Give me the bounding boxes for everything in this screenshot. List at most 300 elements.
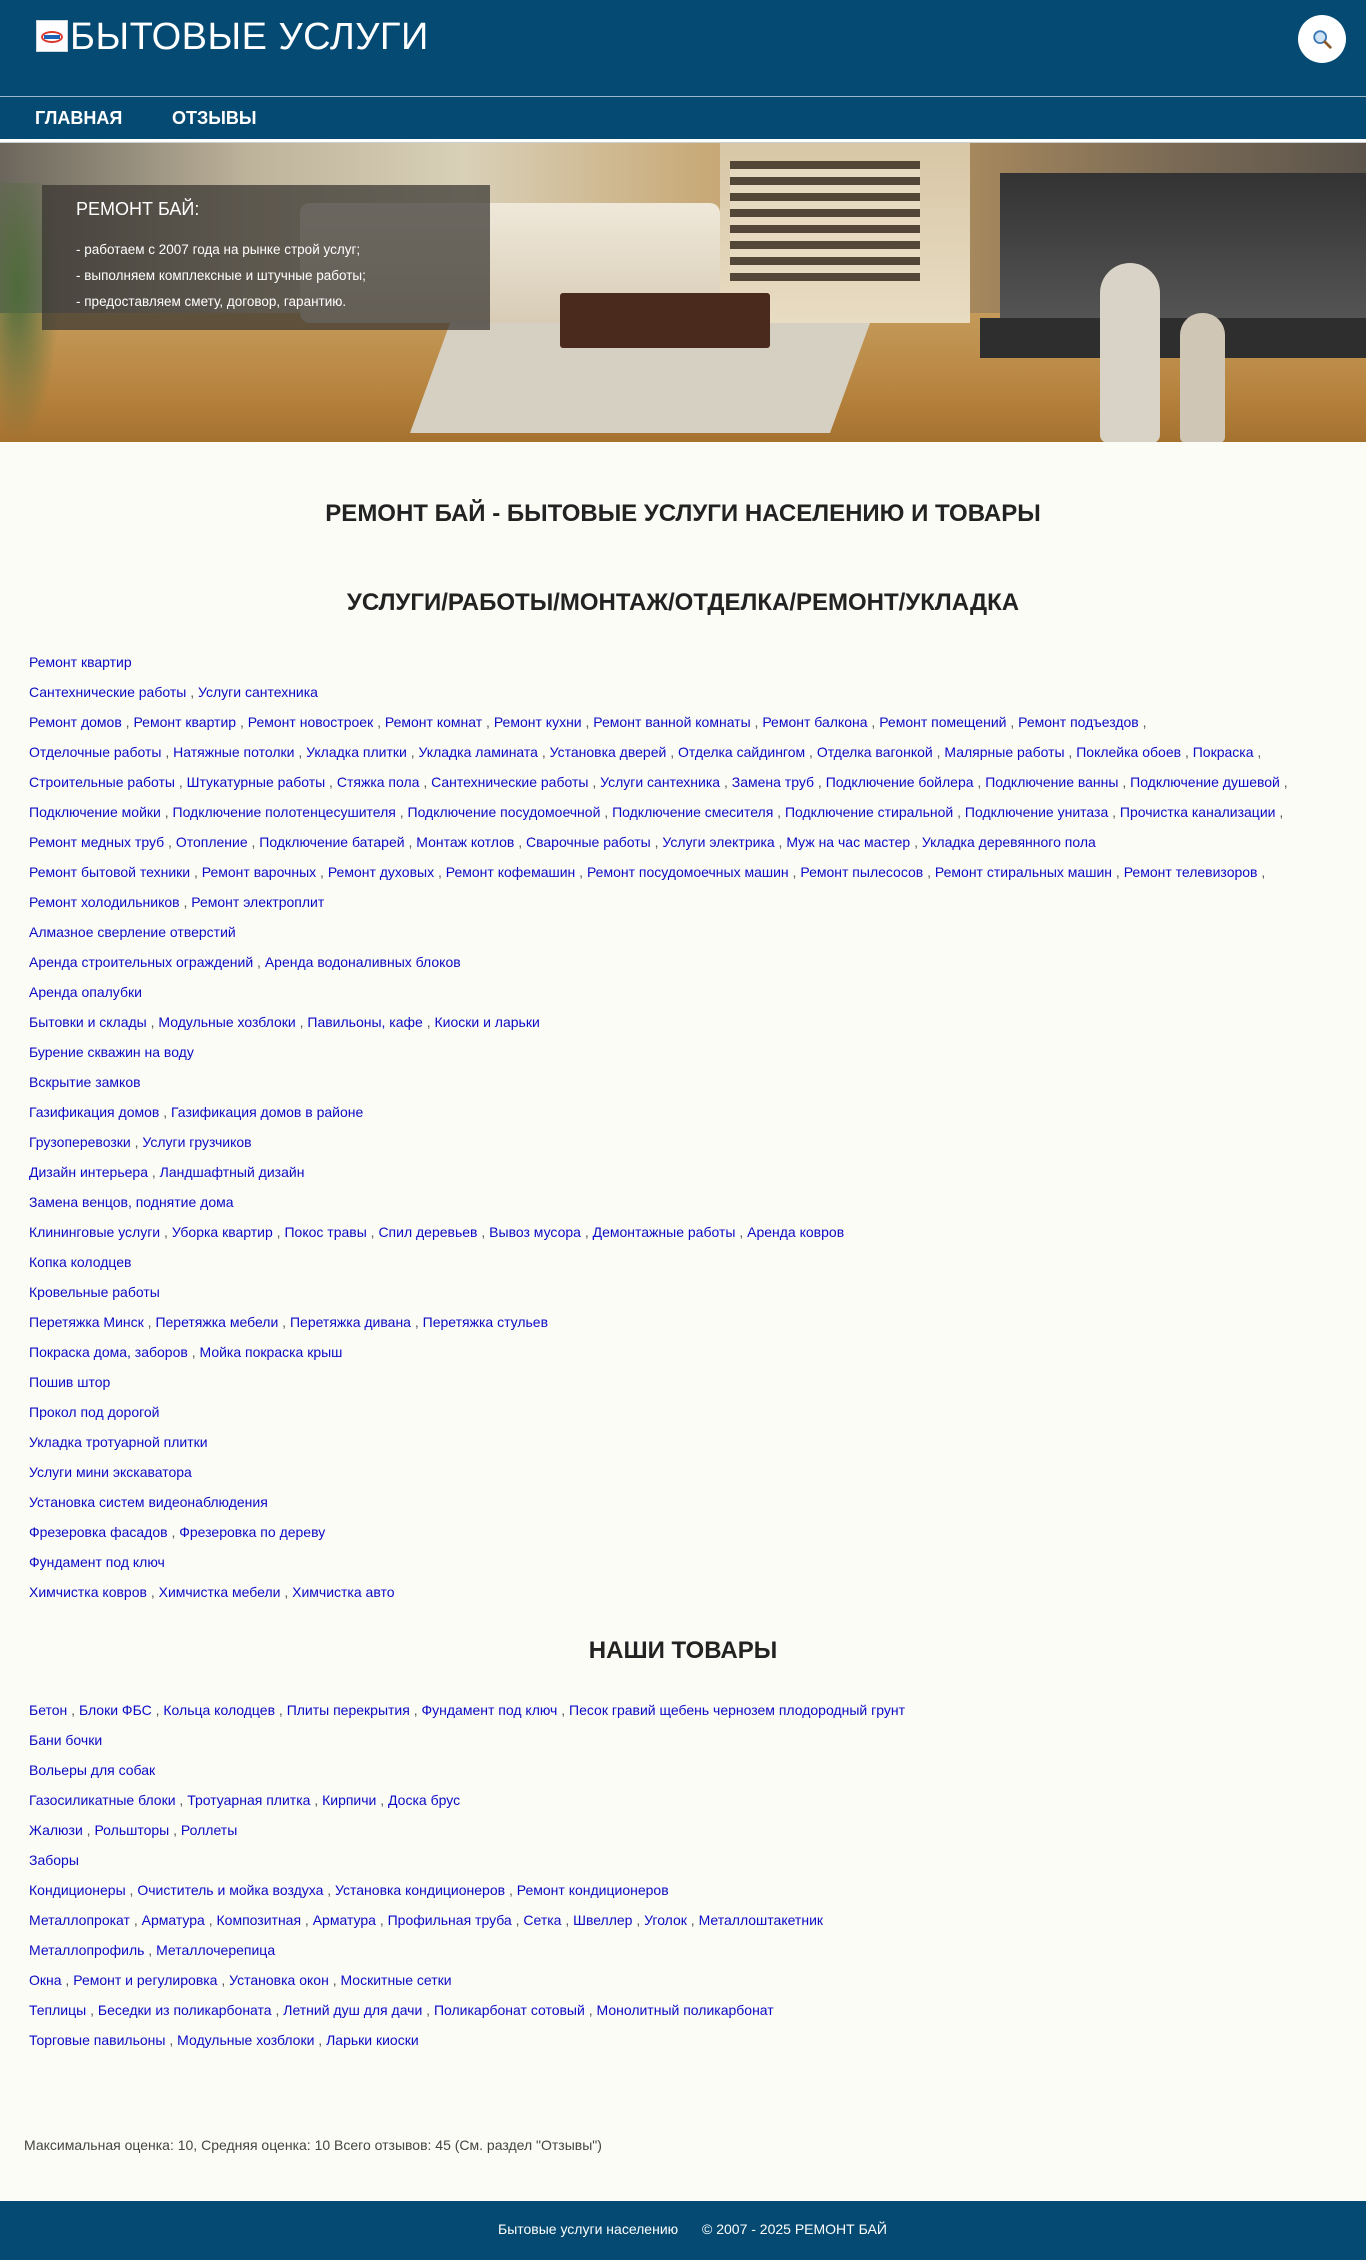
category-link[interactable]: Роллеты	[180, 1822, 238, 1838]
category-link[interactable]: Муж на час мастер	[786, 834, 911, 850]
separator: ,	[375, 1912, 388, 1928]
category-link[interactable]: Стяжка пола	[336, 774, 420, 790]
category-link[interactable]: Плиты перекрытия	[286, 1702, 410, 1718]
separator: ,	[477, 1224, 490, 1240]
main-nav	[0, 96, 1366, 139]
category-link[interactable]: Ларьки киоски	[326, 2032, 419, 2048]
separator: ,	[316, 864, 328, 880]
separator: ,	[146, 1014, 159, 1030]
category-link[interactable]: Укладка плитки	[306, 744, 407, 760]
separator: ,	[186, 684, 198, 700]
separator: ,	[1118, 774, 1131, 790]
separator: ,	[773, 804, 785, 820]
separator: ,	[144, 1942, 157, 1958]
separator: ,	[557, 1702, 570, 1718]
category-link[interactable]: Дизайн интерьера	[29, 1164, 148, 1180]
category-link[interactable]: Прочистка канализации	[1119, 804, 1276, 820]
category-link[interactable]: Фундамент под ключ	[29, 1554, 165, 1570]
separator: ,	[1257, 864, 1266, 880]
category-link[interactable]: Блоки ФБС	[78, 1702, 152, 1718]
category-link[interactable]: Ремонт стиральных машин	[934, 864, 1113, 880]
category-link[interactable]: Отделочные работы	[29, 744, 162, 760]
category-link[interactable]: Беседки из поликарбоната	[97, 2002, 272, 2018]
site-header	[0, 0, 1366, 96]
category-link[interactable]: Покраска	[1192, 744, 1254, 760]
category-link[interactable]: Поликарбонат сотовый	[433, 2002, 585, 2018]
category-link[interactable]: Подключение посудомоечной	[407, 804, 601, 820]
site-title[interactable]: БЫТОВЫЕ УСЛУГИ	[70, 16, 429, 58]
link-row	[29, 1074, 141, 1090]
separator: ,	[953, 804, 965, 820]
separator: ,	[151, 1702, 164, 1718]
category-link[interactable]: Уборка квартир	[171, 1224, 273, 1240]
category-link[interactable]: Фрезеровка фасадов	[29, 1524, 168, 1540]
category-link[interactable]: Металлочерепица	[156, 1942, 276, 1958]
link-row	[29, 864, 1265, 880]
separator: ,	[561, 1912, 574, 1928]
link-row	[29, 684, 318, 700]
separator: ,	[143, 1314, 156, 1330]
category-link[interactable]: Химчистка ковров	[29, 1584, 147, 1600]
category-link[interactable]: Алмазное сверление отверстий	[29, 924, 236, 940]
separator: ,	[314, 2032, 327, 2048]
nav-item-reviews[interactable]: ОТЗЫВЫ	[172, 108, 257, 128]
category-link[interactable]: Песок гравий щебень чернозем плодородный грунт	[569, 1702, 905, 1718]
category-link[interactable]: Кольца колодцев	[163, 1702, 276, 1718]
separator: ,	[720, 774, 732, 790]
category-link[interactable]: Ремонт кондиционеров	[516, 1882, 669, 1898]
category-link[interactable]: Ремонт подъездов	[1018, 714, 1139, 730]
category-link[interactable]: Ремонт и регулировка	[73, 1972, 218, 1988]
link-row	[29, 744, 1261, 760]
link-row	[29, 1044, 194, 1060]
separator: ,	[294, 744, 307, 760]
separator: ,	[275, 1702, 287, 1718]
category-link[interactable]: Газосиликатные блоки	[29, 1792, 176, 1808]
category-link[interactable]: Модульные хозблоки	[158, 1014, 296, 1030]
category-link[interactable]: Модульные хозблоки	[177, 2032, 315, 2048]
category-link[interactable]: Ремонт холодильников	[29, 894, 180, 910]
category-link[interactable]: Летний душ для дачи	[283, 2002, 423, 2018]
link-row	[29, 804, 1283, 820]
category-link[interactable]: Подключение батарей	[259, 834, 405, 850]
separator: ,	[575, 864, 587, 880]
separator: ,	[130, 1134, 143, 1150]
category-link[interactable]: Установка кондиционеров	[335, 1882, 506, 1898]
category-link[interactable]: Подключение мойки	[29, 804, 161, 820]
hero-table-image	[560, 293, 770, 348]
category-link[interactable]: Услуги сантехника	[600, 774, 721, 790]
separator: ,	[82, 1822, 95, 1838]
category-link[interactable]: Грузоперевозки	[29, 1134, 131, 1150]
separator: ,	[1006, 714, 1019, 730]
separator: ,	[61, 1972, 74, 1988]
category-link[interactable]: Услуги грузчиков	[142, 1134, 252, 1150]
separator: ,	[280, 1584, 293, 1600]
separator: ,	[125, 1882, 138, 1898]
hero-info-box	[42, 185, 490, 330]
category-link[interactable]: Услуги электрика	[662, 834, 775, 850]
link-row	[29, 984, 142, 1000]
hero-line: - работаем с 2007 года на рынке строй услуг;	[76, 242, 361, 257]
category-link[interactable]: Рольшторы	[94, 1822, 170, 1838]
separator: ,	[511, 1912, 524, 1928]
category-link[interactable]: Кровельные работы	[29, 1284, 160, 1300]
category-link[interactable]: Аренда строительных ограждений	[29, 954, 254, 970]
site-logo[interactable]	[36, 20, 68, 52]
category-link[interactable]: Подключение унитаза	[964, 804, 1109, 820]
category-link[interactable]: Монтаж котлов	[416, 834, 515, 850]
category-link[interactable]: Бетон	[29, 1702, 68, 1718]
category-link[interactable]: Киоски и ларьки	[434, 1014, 540, 1030]
category-link[interactable]: Кондиционеры	[29, 1882, 126, 1898]
separator: ,	[422, 1014, 435, 1030]
separator: ,	[932, 744, 945, 760]
separator: ,	[1279, 774, 1288, 790]
category-link[interactable]: Замена труб	[731, 774, 815, 790]
separator: ,	[537, 744, 550, 760]
separator: ,	[735, 1224, 748, 1240]
separator: ,	[514, 834, 526, 850]
category-link[interactable]: Заборы	[29, 1852, 79, 1868]
separator: ,	[395, 804, 408, 820]
category-link[interactable]: Строительные работы	[29, 774, 175, 790]
separator: ,	[805, 744, 817, 760]
separator: ,	[867, 714, 880, 730]
page-heading: РЕМОНТ БАЙ - БЫТОВЫЕ УСЛУГИ НАСЕЛЕНИЮ И ТОВАРЫ	[325, 500, 1041, 527]
category-link[interactable]: Покос травы	[284, 1224, 367, 1240]
category-link[interactable]: Отопление	[175, 834, 248, 850]
hero-vase-image	[1180, 313, 1225, 442]
category-link[interactable]: Услуги сантехника	[198, 684, 318, 700]
category-link[interactable]: Штукатурные работы	[186, 774, 326, 790]
category-link[interactable]: Композитная	[216, 1912, 302, 1928]
category-link[interactable]: Торговые павильоны	[29, 2032, 166, 2048]
category-link[interactable]: Москитные сетки	[340, 1972, 452, 1988]
separator: ,	[247, 834, 260, 850]
category-link[interactable]: Сварочные работы	[525, 834, 651, 850]
separator: ,	[159, 1104, 172, 1120]
link-row	[29, 1852, 79, 1868]
separator: ,	[325, 774, 337, 790]
separator: ,	[272, 1224, 285, 1240]
category-link[interactable]: Аренда водоналивных блоков	[264, 954, 461, 970]
category-link[interactable]: Ремонт посудомоечных машин	[586, 864, 789, 880]
link-row	[29, 1224, 844, 1240]
category-link[interactable]: Мойка покраска крыш	[199, 1344, 343, 1360]
link-row	[29, 1762, 155, 1778]
category-link[interactable]: Сантехнические работы	[431, 774, 589, 790]
category-link[interactable]: Ремонт ванной комнаты	[593, 714, 751, 730]
separator: ,	[179, 894, 192, 910]
category-link[interactable]: Подключение бойлера	[825, 774, 974, 790]
link-row	[29, 1584, 395, 1600]
link-row	[29, 954, 461, 970]
category-link[interactable]: Укладка деревянного пола	[921, 834, 1096, 850]
separator: ,	[774, 834, 787, 850]
category-link[interactable]: Клининговые услуги	[29, 1224, 161, 1240]
category-link[interactable]: Отделка вагонкой	[816, 744, 933, 760]
category-link[interactable]: Вывоз мусора	[489, 1224, 581, 1240]
separator: ,	[409, 1702, 422, 1718]
separator: ,	[788, 864, 801, 880]
category-link[interactable]: Замена венцов, поднятие дома	[29, 1194, 234, 1210]
category-link[interactable]: Ремонт духовых	[327, 864, 435, 880]
category-link[interactable]: Отделка сайдингом	[678, 744, 806, 760]
category-link[interactable]: Перетяжка стульев	[422, 1314, 549, 1330]
link-row	[29, 924, 236, 940]
separator: ,	[923, 864, 935, 880]
rating-summary: Максимальная оценка: 10, Средняя оценка: 10 Всего отзывов: 45 (См. раздел "Отзывы")	[24, 2137, 602, 2153]
category-link[interactable]: Очиститель и мойка воздуха	[137, 1882, 324, 1898]
separator: ,	[328, 1972, 341, 1988]
category-link[interactable]: Профильная труба	[387, 1912, 512, 1928]
category-link[interactable]: Подключение ванны	[985, 774, 1119, 790]
footer-copyright: © 2007 - 2025 РЕМОНТ БАЙ	[702, 2221, 887, 2237]
separator: ,	[1112, 864, 1124, 880]
search-button[interactable]	[1298, 15, 1346, 63]
services-heading: УСЛУГИ/РАБОТЫ/МОНТАЖ/ОТДЕЛКА/РЕМОНТ/УКЛАДКА	[346, 589, 1020, 616]
category-link[interactable]: Химчистка авто	[292, 1584, 395, 1600]
link-row	[29, 1494, 268, 1510]
separator: ,	[434, 864, 446, 880]
category-link[interactable]: Ремонт электроплит	[191, 894, 325, 910]
category-link[interactable]: Подключение полотенцесушителя	[172, 804, 396, 820]
category-link[interactable]: Прокол под дорогой	[29, 1404, 160, 1420]
category-link[interactable]: Перетяжка Минск	[29, 1314, 144, 1330]
link-row	[29, 2002, 774, 2018]
category-link[interactable]: Ремонт балкона	[762, 714, 868, 730]
separator: ,	[1108, 804, 1120, 820]
category-link[interactable]: Теплицы	[29, 2002, 87, 2018]
link-row	[29, 1374, 110, 1390]
separator: ,	[505, 1882, 517, 1898]
category-link[interactable]: Металлопрокат	[29, 1912, 130, 1928]
category-link[interactable]: Металлоштакетник	[698, 1912, 824, 1928]
category-link[interactable]: Уголок	[644, 1912, 687, 1928]
category-link[interactable]: Перетяжка мебели	[155, 1314, 279, 1330]
category-link[interactable]: Химчистка мебели	[158, 1584, 281, 1600]
separator: ,	[146, 1584, 159, 1600]
category-link[interactable]: Павильоны, кафе	[307, 1014, 423, 1030]
separator: ,	[373, 714, 385, 730]
category-link[interactable]: Поклейка обоев	[1076, 744, 1182, 760]
category-link[interactable]: Ремонт пылесосов	[800, 864, 924, 880]
category-link[interactable]: Натяжные потолки	[173, 744, 295, 760]
category-link[interactable]: Малярные работы	[944, 744, 1065, 760]
separator: ,	[165, 2032, 178, 2048]
link-row	[29, 714, 1147, 730]
link-row	[29, 1314, 548, 1330]
hero-title: РЕМОНТ БАЙ:	[76, 199, 200, 219]
category-link[interactable]: Бытовки и склады	[29, 1014, 147, 1030]
category-link[interactable]: Кирпичи	[322, 1792, 377, 1808]
category-link[interactable]: Установка систем видеонаблюдения	[29, 1494, 268, 1510]
separator: ,	[686, 1912, 699, 1928]
category-link[interactable]: Укладка тротуарной плитки	[29, 1434, 208, 1450]
separator: ,	[86, 2002, 98, 2018]
separator: ,	[67, 1702, 79, 1718]
separator: ,	[190, 864, 202, 880]
category-link[interactable]: Аренда опалубки	[29, 984, 142, 1000]
hero-cabinet-image	[980, 318, 1366, 358]
category-link[interactable]: Копка колодцев	[29, 1254, 132, 1270]
category-link[interactable]: Бани бочки	[29, 1732, 103, 1748]
category-link[interactable]: Монолитный поликарбонат	[596, 2002, 774, 2018]
category-link[interactable]: Покраска дома, заборов	[29, 1344, 188, 1360]
category-link[interactable]: Доска брус	[388, 1792, 461, 1808]
category-link[interactable]: Ремонт помещений	[879, 714, 1007, 730]
category-link[interactable]: Пошив штор	[29, 1374, 111, 1390]
separator: ,	[174, 774, 187, 790]
separator: ,	[167, 1524, 180, 1540]
category-link[interactable]: Ремонт новостроек	[247, 714, 374, 730]
category-link[interactable]: Металлопрофиль	[29, 1942, 145, 1958]
category-link[interactable]: Услуги мини экскаватора	[29, 1464, 192, 1480]
category-link[interactable]: Ремонт кухни	[493, 714, 582, 730]
category-link[interactable]: Демонтажные работы	[592, 1224, 736, 1240]
separator: ,	[410, 1314, 423, 1330]
link-row	[29, 1524, 325, 1540]
category-link[interactable]: Сетка	[523, 1912, 562, 1928]
separator: ,	[588, 774, 601, 790]
hero-line: - предоставляем смету, договор, гарантию.	[76, 294, 347, 309]
separator: ,	[161, 744, 174, 760]
link-row	[29, 1882, 669, 1898]
link-row	[29, 1134, 252, 1150]
separator: ,	[295, 1014, 308, 1030]
category-link[interactable]: Ландшафтный дизайн	[159, 1164, 305, 1180]
link-row	[29, 1822, 237, 1838]
link-row	[29, 1732, 102, 1748]
category-link[interactable]: Ремонт варочных	[201, 864, 317, 880]
link-row	[29, 894, 324, 910]
separator: ,	[814, 774, 826, 790]
category-link[interactable]: Вскрытие замков	[29, 1074, 141, 1090]
category-link[interactable]: Подключение стиральной	[784, 804, 954, 820]
category-link[interactable]: Подключение душевой	[1130, 774, 1280, 790]
category-link[interactable]: Перетяжка дивана	[289, 1314, 411, 1330]
separator: ,	[910, 834, 922, 850]
footer-tagline: Бытовые услуги населению	[498, 2221, 679, 2237]
separator: ,	[632, 1912, 645, 1928]
separator: ,	[164, 834, 176, 850]
separator: ,	[187, 1344, 200, 1360]
link-row	[29, 1104, 363, 1120]
separator: ,	[406, 744, 419, 760]
category-link[interactable]: Аренда ковров	[747, 1224, 845, 1240]
category-link[interactable]: Тротуарная плитка	[187, 1792, 311, 1808]
hero-tv-wall-image	[1000, 173, 1366, 323]
link-row	[29, 2032, 419, 2048]
category-link[interactable]: Ремонт домов	[29, 714, 122, 730]
category-link[interactable]: Вольеры для собак	[29, 1762, 156, 1778]
category-link[interactable]: Бурение скважин на воду	[29, 1044, 194, 1060]
separator: ,	[236, 714, 248, 730]
separator: ,	[584, 2002, 597, 2018]
category-link[interactable]: Ремонт комнат	[384, 714, 483, 730]
category-link[interactable]: Швеллер	[573, 1912, 633, 1928]
category-link[interactable]: Установка дверей	[549, 744, 667, 760]
separator: ,	[419, 774, 432, 790]
separator: ,	[323, 1882, 336, 1898]
category-link[interactable]: Фрезеровка по дереву	[179, 1524, 326, 1540]
link-row	[29, 1702, 905, 1718]
category-link[interactable]: Ремонт медных труб	[29, 834, 165, 850]
separator: ,	[750, 714, 763, 730]
separator: ,	[278, 1314, 290, 1330]
link-row	[29, 1464, 192, 1480]
category-link[interactable]: Установка окон	[229, 1972, 329, 1988]
category-link[interactable]: Ремонт квартир	[133, 714, 237, 730]
link-row	[29, 834, 1096, 850]
category-link[interactable]: Подключение смесителя	[612, 804, 774, 820]
separator: ,	[160, 804, 173, 820]
link-row	[29, 1164, 304, 1180]
separator: ,	[482, 714, 494, 730]
category-link[interactable]: Арматура	[141, 1912, 205, 1928]
site-footer	[0, 2201, 1366, 2260]
link-row	[29, 1942, 275, 1958]
separator: ,	[160, 1224, 172, 1240]
separator: ,	[376, 1792, 389, 1808]
separator: ,	[404, 834, 417, 850]
category-link[interactable]: Ремонт бытовой техники	[29, 864, 191, 880]
separator: ,	[253, 954, 265, 970]
category-link[interactable]: Укладка ламината	[418, 744, 538, 760]
category-link[interactable]: Ремонт телевизоров	[1123, 864, 1258, 880]
separator: ,	[129, 1912, 142, 1928]
separator: ,	[147, 1164, 160, 1180]
category-link[interactable]: Арматура	[312, 1912, 376, 1928]
separator: ,	[169, 1822, 181, 1838]
separator: ,	[301, 1912, 313, 1928]
separator: ,	[422, 2002, 434, 2018]
separator: ,	[1138, 714, 1147, 730]
link-row	[29, 1404, 160, 1420]
category-link[interactable]: Жалюзи	[29, 1822, 83, 1838]
link-row	[29, 1194, 234, 1210]
link-row	[29, 654, 132, 670]
link-row	[29, 1792, 460, 1808]
category-link[interactable]: Ремонт квартир	[29, 654, 132, 670]
link-row	[29, 1554, 165, 1570]
separator: ,	[217, 1972, 230, 1988]
separator: ,	[650, 834, 663, 850]
category-link[interactable]: Газификация домов	[29, 1104, 160, 1120]
separator: ,	[204, 1912, 217, 1928]
link-row	[29, 1254, 131, 1270]
category-link[interactable]: Окна	[29, 1972, 62, 1988]
hero-vase-image	[1100, 263, 1160, 442]
link-row	[29, 1284, 160, 1300]
search-icon	[1311, 28, 1333, 50]
category-link[interactable]: Ремонт кофемашин	[445, 864, 576, 880]
separator: ,	[310, 1792, 323, 1808]
nav-item-home[interactable]: ГЛАВНАЯ	[35, 108, 123, 128]
separator: ,	[581, 714, 594, 730]
category-link[interactable]: Спил деревьев	[378, 1224, 478, 1240]
separator: ,	[175, 1792, 188, 1808]
link-row	[29, 1972, 452, 1988]
separator: ,	[121, 714, 134, 730]
goods-heading: НАШИ ТОВАРЫ	[588, 1637, 778, 1664]
category-link[interactable]: Газификация домов в районе	[171, 1104, 364, 1120]
separator: ,	[666, 744, 678, 760]
category-link[interactable]: Фундамент под ключ	[421, 1702, 558, 1718]
logo-bar	[44, 35, 60, 39]
category-link[interactable]: Сантехнические работы	[29, 684, 187, 700]
